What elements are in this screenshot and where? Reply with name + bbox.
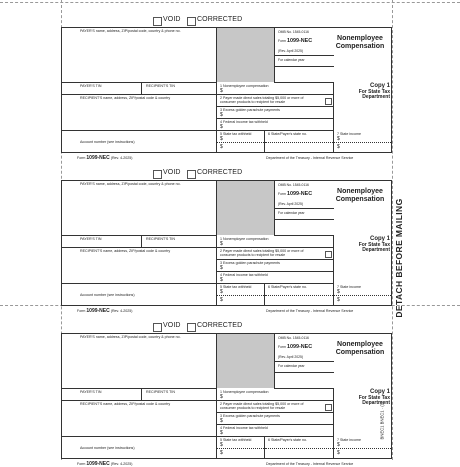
form-number: 1099-NEC (287, 191, 313, 197)
box7-dollar-1: $ (337, 442, 340, 448)
payer-name-field[interactable] (62, 334, 217, 389)
box5-divider (217, 142, 264, 143)
box3-field[interactable] (217, 260, 334, 272)
box4-dollar: $ (220, 124, 223, 130)
form-grid (61, 333, 392, 459)
shaded-area (217, 28, 274, 82)
box4-label: 4 Federal income tax withheld (220, 120, 268, 124)
box7-dollar-1: $ (337, 136, 340, 142)
form-revision: (Rev. April 2025) (278, 202, 303, 206)
form-grid (61, 27, 392, 153)
box4-field[interactable] (217, 272, 334, 284)
form-number: 1099-NEC (287, 38, 313, 44)
box4-dollar: $ (220, 277, 223, 283)
box3-dollar: $ (220, 112, 223, 118)
box3-label: 3 Excess golden parachute payments (220, 108, 280, 112)
year-field-line (275, 219, 334, 220)
box6-divider (265, 142, 333, 143)
footer-form-number: 1099-NEC (86, 155, 110, 161)
form-title: Nonemployee Compensation (335, 188, 385, 203)
box3-dollar: $ (220, 418, 223, 424)
box4-dollar: $ (220, 430, 223, 436)
form-footer-right (266, 309, 353, 313)
box2-checkbox[interactable] (325, 404, 332, 411)
box7-field[interactable] (334, 437, 392, 459)
box5-dollar-2: $ (220, 450, 223, 456)
payer-name-field[interactable] (62, 28, 217, 83)
box6-label: 6 State/Payer's state no. (268, 285, 308, 289)
payer-tin-field[interactable] (62, 83, 142, 95)
footer-department: Department of the Treasury - Internal Revenue Service (266, 156, 354, 160)
box7-divider (334, 142, 391, 143)
copy-label (334, 84, 390, 101)
footer-revision: (Rev. 4-2025) (110, 156, 133, 160)
recipient-name-field[interactable] (62, 248, 217, 284)
box4-field[interactable] (217, 119, 334, 131)
recipient-name-label: RECIPIENT'S name, address, ZIP/postal code & country (80, 402, 171, 406)
void-label: VOID (163, 16, 181, 23)
box6-label: 6 State/Payer's state no. (268, 438, 308, 442)
box7-label: 7 State income (337, 132, 361, 136)
payer-tin-field[interactable] (62, 236, 142, 248)
box7-divider (334, 448, 391, 449)
box7-divider (334, 295, 391, 296)
box2-label: 2 Payer made direct sales totaling $5,000 or more of consumer products to recipient for resale (220, 96, 304, 104)
box3-field[interactable] (217, 107, 334, 119)
box6-field[interactable] (265, 437, 334, 459)
box3-label: 3 Excess golden parachute payments (220, 414, 280, 418)
box4-field[interactable] (217, 425, 334, 437)
form-footer-left (77, 308, 132, 314)
payer-tin-field[interactable] (62, 389, 142, 401)
calendar-year-label: For calendar year (278, 58, 305, 62)
omb-number: OMB No. 1545-0116 (278, 183, 309, 187)
payer-name-label: PAYER'S name, address, ZIP/postal code, country & phone no. (80, 182, 181, 186)
box7-dollar-2: $ (337, 297, 340, 303)
account-number-field[interactable] (62, 131, 217, 153)
copy-number: Copy 1 (369, 236, 390, 242)
copy-label (334, 390, 390, 407)
box1-label: 1 Nonemployee compensation (220, 390, 269, 394)
box5-field[interactable] (217, 284, 265, 306)
footer-form-number: 1099-NEC (86, 461, 110, 467)
calendar-year-label: For calendar year (278, 364, 305, 368)
recipient-tin-label: RECIPIENT'S TIN (146, 84, 175, 88)
detach-instruction (392, 190, 406, 330)
box1-field[interactable] (217, 83, 334, 95)
account-number-label: Account number (see instructions) (80, 140, 135, 144)
box1-field[interactable] (217, 236, 334, 248)
void-label: VOID (163, 169, 181, 176)
box6-divider (265, 448, 333, 449)
box5-divider (217, 295, 264, 296)
box1-label: 1 Nonemployee compensation (220, 237, 269, 241)
box2-field[interactable] (217, 401, 334, 413)
payer-tin-label: PAYER'S TIN (80, 237, 102, 241)
box2-field[interactable] (217, 95, 334, 107)
form-title: Nonemployee Compensation (335, 341, 385, 356)
footer-department: Department of the Treasury - Internal Revenue Service (266, 462, 354, 466)
account-number-label: Account number (see instructions) (80, 446, 135, 450)
form-prefix: Form (278, 345, 286, 349)
recipient-tin-label: RECIPIENT'S TIN (146, 390, 175, 394)
account-number-label: Account number (see instructions) (80, 293, 135, 297)
form-footer-right (266, 462, 353, 466)
box5-divider (217, 448, 264, 449)
payer-tin-label: PAYER'S TIN (80, 390, 102, 394)
recipient-tin-field[interactable] (142, 83, 217, 95)
box5-dollar-1: $ (220, 136, 223, 142)
box5-field[interactable] (217, 131, 265, 153)
copy-description: For State Tax Department (358, 88, 390, 101)
detach-text: DETACH BEFORE MAILING (394, 198, 404, 318)
corrected-label: CORRECTED (197, 322, 243, 329)
box5-dollar-2: $ (220, 144, 223, 150)
box2-field[interactable] (217, 248, 334, 260)
footer-revision: (Rev. 4-2025) (110, 309, 133, 313)
box3-dollar: $ (220, 265, 223, 271)
recipient-tin-label: RECIPIENT'S TIN (146, 237, 175, 241)
corrected-label: CORRECTED (197, 169, 243, 176)
recipient-name-field[interactable] (62, 401, 217, 437)
box5-label: 5 State tax withheld (220, 285, 252, 289)
box3-field[interactable] (217, 413, 334, 425)
recipient-tin-field[interactable] (142, 236, 217, 248)
copy-label (334, 237, 390, 254)
box5-label: 5 State tax withheld (220, 438, 252, 442)
recipient-tin-field[interactable] (142, 389, 217, 401)
copy-description: For State Tax Department (358, 394, 390, 407)
box5-field[interactable] (217, 437, 265, 459)
box2-label: 2 Payer made direct sales totaling $5,000 or more of consumer products to recipient for resale (220, 402, 304, 410)
top-perforation (0, 2, 460, 3)
year-field-line (275, 66, 334, 67)
corrected-checkbox[interactable] (187, 323, 196, 332)
box6-field[interactable] (265, 131, 334, 153)
omb-number: OMB No. 1545-0116 (278, 336, 309, 340)
box3-label: 3 Excess golden parachute payments (220, 261, 280, 265)
void-label: VOID (163, 322, 181, 329)
corrected-checkbox[interactable] (187, 170, 196, 179)
form-grid (61, 180, 392, 306)
account-number-field[interactable] (62, 284, 217, 306)
copy-number: Copy 1 (369, 389, 390, 395)
box7-dollar-1: $ (337, 289, 340, 295)
form-revision: (Rev. April 2025) (278, 49, 303, 53)
box2-checkbox[interactable] (325, 98, 332, 105)
corrected-label: CORRECTED (197, 16, 243, 23)
box7-label: 7 State income (337, 285, 361, 289)
box5-dollar-1: $ (220, 442, 223, 448)
calendar-year-label: For calendar year (278, 211, 305, 215)
box1-dollar: $ (220, 88, 223, 94)
form-revision: (Rev. April 2025) (278, 355, 303, 359)
box5-dollar-1: $ (220, 289, 223, 295)
form-footer-right (266, 156, 353, 160)
footer-form-prefix: Form (77, 309, 86, 313)
form-footer-left (77, 461, 132, 467)
footer-form-prefix: Form (77, 156, 86, 160)
form-number: 1099-NEC (287, 344, 313, 350)
box1-dollar: $ (220, 241, 223, 247)
year-divider (275, 208, 334, 209)
box7-dollar-2: $ (337, 450, 340, 456)
footer-revision: (Rev. 4-2025) (110, 462, 133, 466)
form-code-text: BNEC1 BNEC1 · (1) (379, 401, 385, 440)
recipient-name-field[interactable] (62, 95, 217, 131)
payer-tin-label: PAYER'S TIN (80, 84, 102, 88)
payer-name-label: PAYER'S name, address, ZIP/postal code, country & phone no. (80, 335, 181, 339)
void-checkbox[interactable] (153, 170, 162, 179)
void-checkbox[interactable] (153, 323, 162, 332)
form-footer-left (77, 155, 132, 161)
copy-number: Copy 1 (369, 83, 390, 89)
box7-label: 7 State income (337, 438, 361, 442)
box4-label: 4 Federal income tax withheld (220, 273, 268, 277)
footer-department: Department of the Treasury - Internal Revenue Service (266, 309, 354, 313)
corrected-checkbox[interactable] (187, 17, 196, 26)
box1-field[interactable] (217, 389, 334, 401)
box6-label: 6 State/Payer's state no. (268, 132, 308, 136)
form-prefix: Form (278, 192, 286, 196)
payer-name-label: PAYER'S name, address, ZIP/postal code, country & phone no. (80, 29, 181, 33)
form-prefix: Form (278, 39, 286, 43)
footer-form-prefix: Form (77, 462, 86, 466)
form-title: Nonemployee Compensation (335, 35, 385, 50)
box2-checkbox[interactable] (325, 251, 332, 258)
year-divider (275, 361, 334, 362)
box6-divider (265, 295, 333, 296)
box2-label: 2 Payer made direct sales totaling $5,000 or more of consumer products to recipient for resale (220, 249, 304, 257)
recipient-name-label: RECIPIENT'S name, address, ZIP/postal code & country (80, 249, 171, 253)
omb-number: OMB No. 1545-0116 (278, 30, 309, 34)
payer-name-field[interactable] (62, 181, 217, 236)
box6-field[interactable] (265, 284, 334, 306)
shaded-area (217, 181, 274, 235)
box7-field[interactable] (334, 284, 392, 306)
recipient-name-label: RECIPIENT'S name, address, ZIP/postal code & country (80, 96, 171, 100)
box1-dollar: $ (220, 394, 223, 400)
shaded-area (217, 334, 274, 388)
footer-form-number: 1099-NEC (86, 308, 110, 314)
year-field-line (275, 372, 334, 373)
year-divider (275, 55, 334, 56)
box7-dollar-2: $ (337, 144, 340, 150)
copy-description: For State Tax Department (358, 241, 390, 254)
box4-label: 4 Federal income tax withheld (220, 426, 268, 430)
void-checkbox[interactable] (153, 17, 162, 26)
box5-label: 5 State tax withheld (220, 132, 252, 136)
account-number-field[interactable] (62, 437, 217, 459)
box1-label: 1 Nonemployee compensation (220, 84, 269, 88)
box5-dollar-2: $ (220, 297, 223, 303)
box7-field[interactable] (334, 131, 392, 153)
